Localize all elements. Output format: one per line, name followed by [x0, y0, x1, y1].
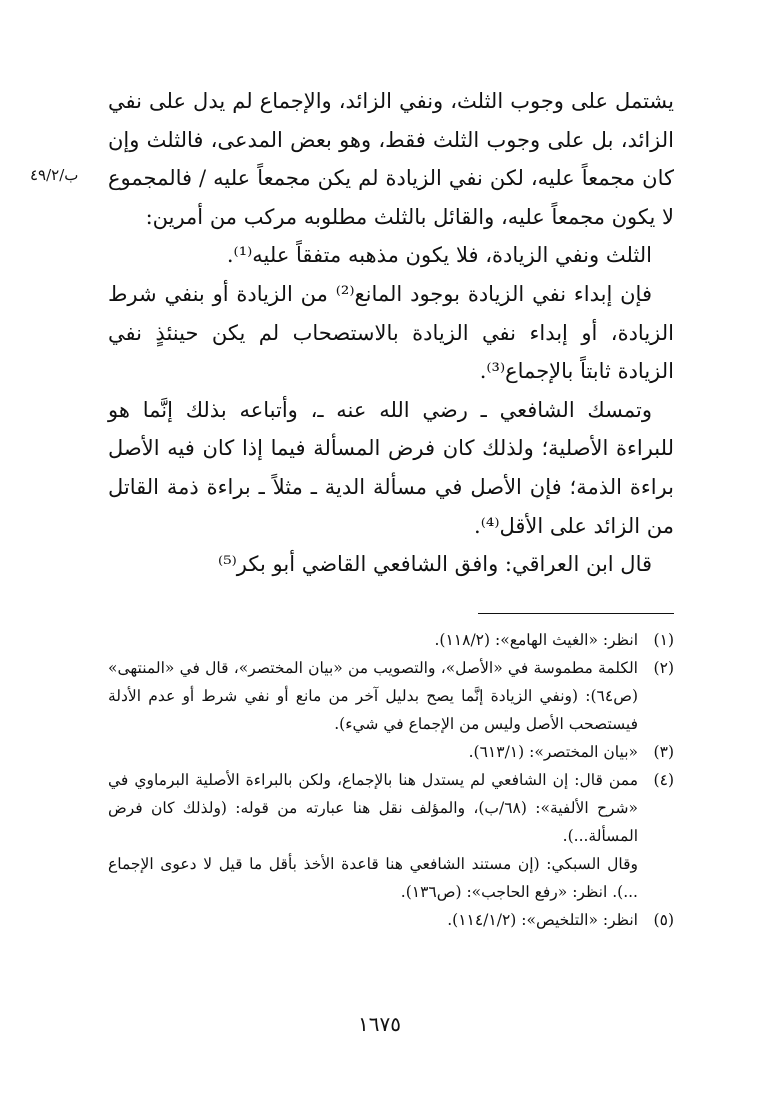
footnote-text: انظر: «الغيث الهامع»: (١١٨/٢).: [434, 631, 638, 649]
footnote-number: (١): [653, 631, 674, 649]
body-paragraph: يشتمل على وجوب الثلث، ونفي الزائد، والإجماع لم يدل على نفي الزائد، بل على وجوب الثلث فقط، وهو بعض المدعى، فالثلث وإن كان مجمعاً عليه، لكن نفي الزيادة لم يكن مجمعاً عليه / فالمجموع لا يكون مجمعاً عليه، والقائل بالثلث مطلوبه مركب من أمرين:: [108, 89, 674, 229]
footnote-item: [108, 906, 674, 934]
body-paragraph: وتمسك الشافعي ـ رضي الله عنه ـ، وأتباعه بذلك إنَّما هو للبراءة الأصلية؛ ولذلك كان فرض المسألة فيما إذا كان فيه الأصل براءة الذمة؛ فإن الأصل في مسألة الدية ـ مثلاً ـ براءة ذمة القاتل من الزائد على الأقل⁽⁴⁾.: [108, 397, 674, 538]
footnote-item: [108, 626, 674, 654]
body-paragraph: قال ابن العراقي: وافق الشافعي القاضي أبو بكر⁽⁵⁾: [218, 552, 652, 577]
footnote-number: (٢): [653, 659, 674, 677]
footnote-item: [108, 738, 674, 766]
footnote-text: ممن قال: إن الشافعي لم يستدل هنا بالإجماع، ولكن بالبراءة الأصلية البرماوي في «شرح الألفية»: (٦٨/ب)، والمؤلف نقل هنا عبارته من قوله: (ولذلك كان فرض المسألة...).: [108, 771, 638, 845]
footnote-number: (٥): [653, 911, 674, 929]
footnote-text: الكلمة مطموسة في «الأصل»، والتصويب من «بيان المختصر»، قال في «المنتهى» (ص٦٤): (ونفي الزيادة إنَّما يصح بدليل آخر من مانع أو نفي شرط أو عدم الأدلة فيستصحب الأصل وليس من الإجماع في شيء).: [108, 659, 638, 733]
body-paragraph: فإن إبداء نفي الزيادة بوجود المانع⁽²⁾ من الزيادة أو بنفي شرط الزيادة، أو إبداء نفي الزيادة بالاستصحاب لم يكن حينئذٍ نفي الزيادة ثابتاً بالإجماع⁽³⁾.: [108, 281, 674, 384]
footnote-text: وقال السبكي: (إن مستند الشافعي هنا قاعدة الأخذ بأقل ما قيل لا دعوى الإجماع ...). انظر: «رفع الحاجب»: (ص١٣٦).: [108, 855, 638, 901]
footnote-number: (٣): [653, 743, 674, 761]
footnote-separator: [478, 613, 674, 614]
footnote-number: (٤): [653, 771, 674, 789]
body-paragraph: الثلث ونفي الزيادة، فلا يكون مذهبه متفقاً عليه⁽¹⁾.: [226, 243, 652, 268]
footnote-text: «بيان المختصر»: (٦١٣/١).: [468, 743, 638, 761]
footnote-item: [108, 766, 674, 906]
footnotes-block: [108, 626, 674, 934]
margin-folio-note: ب/٤٩/٢: [30, 166, 79, 184]
page-number: ١٦٧٥: [358, 1012, 401, 1036]
footnote-item: [108, 654, 674, 738]
main-text-block: [108, 82, 674, 584]
footnote-text: انظر: «التلخيص»: (١١٤/١/٢).: [447, 911, 638, 929]
